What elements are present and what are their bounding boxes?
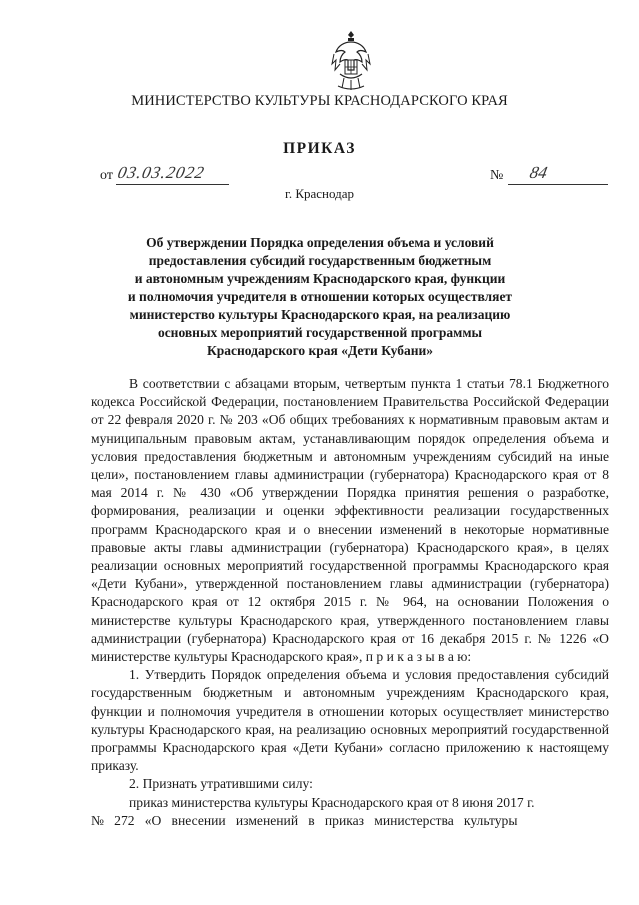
coat-of-arms-emblem [330, 30, 372, 92]
order-body [91, 375, 609, 830]
date-underline [116, 184, 229, 185]
title-line: и автономным учреждениям Краснодарского края, функции [134, 271, 506, 286]
title-line: и полномочия учредителя в отношении которых осуществляет [127, 289, 513, 304]
clause-1-paragraph: 1. Утвердить Порядок определения объема и условия предоставления субсидий государственным бюджетным и автономным учреждениям Краснодарского края, функции и полномочия учредителя в отношении которых осуществляет министерство культуры Краснодарского края, на реализацию основных мероприятий государственной программы Краснодарского края «Дети Кубани» согласно приложению к настоящему приказу. [91, 667, 609, 774]
title-line: основных мероприятий государственной программы [157, 325, 483, 340]
title-line: предоставления субсидий государственным бюджетным [148, 253, 492, 268]
order-title [100, 234, 540, 360]
continuation-line: № 272 «О внесении изменений в приказ министерства культуры [91, 812, 518, 828]
number-label: № [490, 168, 504, 183]
title-line: Об утверждении Порядка определения объема и условий [146, 235, 494, 250]
repealed-order-paragraph: приказ министерства культуры Краснодарского края от 8 июня 2017 г. [129, 794, 535, 810]
date-label: от [100, 168, 113, 183]
handwritten-date: 03.03.2022 [116, 163, 207, 182]
preamble-paragraph: В соответствии с абзацами вторым, четвертым пункта 1 статьи 78.1 Бюджетного кодекса Российской Федерации, постановлением Правительства Российской Федерации от 22 февраля 2020 г. № 203 «Об общих требованиях к нормативным правовым актам и муниципальным правовым актам, устанавливающим порядок определения объема и условия предоставления бюджетным и автономным учреждениям субсидий на иные цели», постановлением главы администрации (губернатора) Краснодарского края от 8 мая 2014 г. № 430 «Об утверждении Порядка принятия решения о разработке, формирования, реализации и оценки эффективности реализации государственных программ Краснодарского края и о внесении изменений в некоторые нормативные правовые акты главы администрации (губернатора) Краснодарского края», в целях реализации основных мероприятий государственной программы Краснодарского края «Дети Кубани», утвержденной постановлением главы администрации (губернатора) Краснодарского края от 12 октября 2015 г. № 964, на основании Положения о министерстве культуры Краснодарского края, утвержденного постановлением главы администрации (губернатора) Краснодарского края от 16 декабря 2015 г. № 1226 «О министерстве культуры Краснодарского края», п р и к а з ы в а ю: [91, 376, 609, 665]
title-line: Краснодарского края «Дети Кубани» [206, 343, 434, 358]
ministry-name: МИНИСТЕРСТВО КУЛЬТУРЫ КРАСНОДАРСКОГО КРАЯ [131, 93, 508, 109]
number-underline [508, 184, 608, 185]
city-name: г. Краснодар [284, 186, 355, 201]
document-type-heading: ПРИКАЗ [283, 140, 356, 157]
title-line: министерство культуры Краснодарского края, на реализацию [129, 307, 511, 322]
clause-2-paragraph: 2. Признать утратившими силу: [129, 776, 313, 792]
handwritten-number: 84 [528, 163, 550, 182]
